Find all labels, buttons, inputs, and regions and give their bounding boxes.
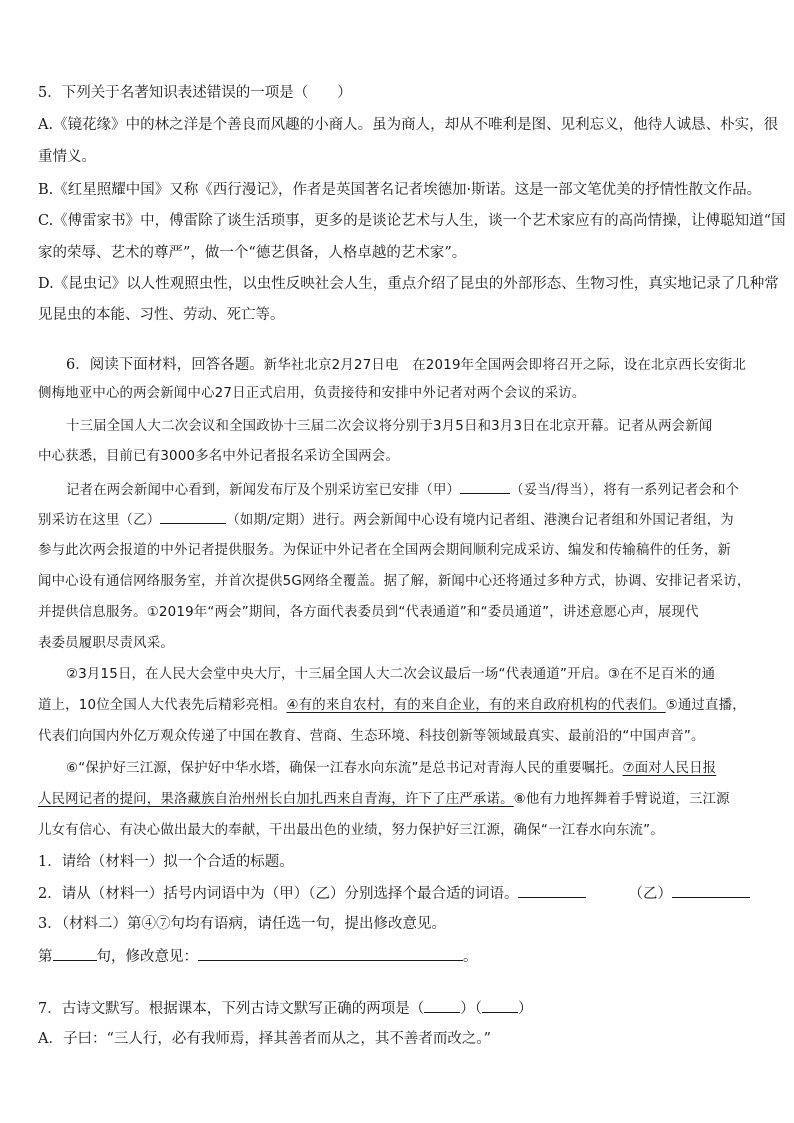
answer-label: 句，修改意见： bbox=[96, 949, 198, 965]
q6-text: ⑥“保护好三江源，保护好中华水塔，确保一江春水向东流”是总书记对青海人民的重要嘱托。 bbox=[66, 761, 623, 776]
answer-blank-yi[interactable] bbox=[672, 883, 750, 898]
q6-passage-line: 代表们向国内外亿万观众传递了中国在教育、营商、生态环境、科技创新等领域最真实、最前沿的“中国声音”。 bbox=[38, 729, 705, 744]
q6-sub-2-text: 2．请从（材料一）括号内词语中为（甲）（乙）分别选择个最合适的词语。 bbox=[38, 886, 519, 902]
q6-text: 记者在两会新闻中心看到，新闻发布厅及个别采访室已安排（甲） bbox=[66, 483, 461, 498]
q5-option-b: B.《红星照耀中国》又称《西行漫记》，作者是英国著名记者埃德加·斯诺。这是一部文笔优美的抒情性散文作品。 bbox=[38, 182, 762, 198]
q6-text: 别采访在这里（乙） bbox=[38, 513, 161, 528]
q5-option-d-cont: 见昆虫的本能、习性、劳动、死亡等。 bbox=[38, 307, 285, 323]
q6-text: （妥当/得当），将有一系列记者会和个 bbox=[510, 483, 740, 498]
q5-stem: 5．下列关于名著知识表述错误的一项是（ ） bbox=[38, 85, 352, 101]
q5-option-d: D.《昆虫记》以人性观照虫性，以虫性反映社会人生，重点介绍了昆虫的外部形态、生物习性，真实地记录了几种常 bbox=[38, 276, 779, 292]
q7-option-a: A．子曰：“三人行，必有我师焉，择其善者而从之，其不善者而改之。” bbox=[38, 1031, 492, 1047]
q6-passage-line: 参与此次两会报道的中外记者提供服务。为保证中外记者在全国两会期间顺利完成采访、编发和传输稿件的任务，新 bbox=[38, 543, 732, 558]
answer-blank-jia[interactable] bbox=[518, 883, 586, 898]
q6-passage-line: 中心获悉，目前已有3000多名中外记者报名采访全国两会。 bbox=[38, 449, 400, 464]
q6-passage-line bbox=[38, 696, 746, 716]
q6-passage-line: ②3月15日，在人民大会堂中央大厅，十三届全国人大二次会议最后一场“代表通道”开启。③在不足百米的通 bbox=[66, 667, 716, 682]
blank-jia[interactable] bbox=[460, 479, 510, 494]
q6-sub-1: 1．请给（材料一）拟一个合适的标题。 bbox=[38, 854, 294, 870]
q6-sub-2-label: （乙） bbox=[628, 886, 672, 902]
q7-blank-1[interactable] bbox=[424, 998, 460, 1013]
q6-text: ⑤通过直播， bbox=[665, 698, 746, 713]
q7-stem-text: ）（ bbox=[460, 1001, 482, 1017]
q6-passage-line bbox=[66, 355, 746, 376]
q6-sub-3-answer bbox=[38, 946, 478, 967]
q6-passage-line: 十三届全国人大二次会议和全国政协十三届二次会议将分别于3月5日和3月3日在北京开幕。记者从两会新闻 bbox=[66, 419, 713, 434]
q6-material-text: 新华社北京2月27日电 在2019年全国两会即将召开之际，设在北京西长安街北 bbox=[263, 358, 747, 373]
q6-text: （如期/定期）进行。两会新闻中心设有境内记者组、港澳台记者组和外国记者组，为 bbox=[226, 513, 734, 528]
q7-stem bbox=[38, 998, 532, 1019]
sentence-4-underlined: ④有的来自农村，有的来自企业，有的来自政府机构的代表们。 bbox=[286, 698, 666, 713]
blank-yi[interactable] bbox=[160, 509, 226, 524]
q6-text: 道上，10位全国人大代表先后精彩亮相。 bbox=[38, 698, 287, 713]
q6-sub-2 bbox=[38, 883, 750, 904]
revision-blank[interactable] bbox=[198, 946, 463, 961]
q5-option-c-cont: 家的荣辱、艺术的尊严”，做一个“德艺俱备，人格卓越的艺术家”。 bbox=[38, 245, 467, 261]
sentence-7-underlined: ⑦面对人民日报 bbox=[622, 761, 717, 776]
q6-passage-line bbox=[66, 759, 716, 779]
q6-text: ⑧他有力地挥舞着手臂说道，三江源 bbox=[513, 792, 730, 807]
q6-passage-line: 侧梅地亚中心的两会新闻中心27日正式启用，负责接待和安排中外记者对两个会议的采访。 bbox=[38, 386, 586, 401]
answer-label: 第 bbox=[38, 949, 53, 965]
q5-option-c: C.《傅雷家书》中，傅雷除了谈生活琐事，更多的是谈论艺术与人生，谈一个艺术家应有的高尚情操，让傅聪知道“国 bbox=[38, 213, 786, 229]
answer-label: 。 bbox=[463, 949, 478, 965]
q5-option-a: A.《镜花缘》中的林之洋是个善良而风趣的小商人。虽为商人，却从不唯利是图、见利忘义，他待人诚恳、朴实，很 bbox=[38, 117, 779, 133]
q6-passage-line: 儿女有信心、有决心做出最大的奉献，干出最出色的业绩，努力保护好三江源，确保“一江春水向东流”。 bbox=[38, 823, 664, 838]
q6-passage-line bbox=[66, 479, 739, 501]
sentence-number-blank[interactable] bbox=[53, 946, 97, 961]
q6-passage-line: 并提供信息服务。①2019年“两会”期间，各方面代表委员到“代表通道”和“委员通道”，讲述意愿心声，展现代 bbox=[38, 605, 699, 620]
q6-passage-line bbox=[38, 790, 730, 810]
q7-stem-text: 7．古诗文默写。根据课本，下列古诗文默写正确的两项是（ bbox=[38, 1001, 425, 1017]
q6-passage-line: 表委员履职尽责风采。 bbox=[38, 636, 174, 651]
sentence-7-underlined: 人民网记者的提问，果洛藏族自治州州长白加扎西来自青海，许下了庄严承诺。 bbox=[38, 792, 514, 807]
q6-intro: 6．阅读下面材料，回答各题。 bbox=[66, 357, 264, 373]
q5-option-a-cont: 重情义。 bbox=[38, 149, 96, 165]
q6-sub-3: 3．（材料二）第④⑦句均有语病，请任选一句，提出修改意见。 bbox=[38, 916, 446, 932]
q7-stem-text: ） bbox=[517, 1001, 533, 1017]
q6-passage-line bbox=[38, 509, 734, 531]
q7-blank-2[interactable] bbox=[482, 998, 518, 1013]
q6-passage-line: 闻中心设有通信网络服务室，并首次提供5G网络全覆盖。据了解，新闻中心还将通过多种方式，协调、安排记者采访， bbox=[38, 574, 751, 589]
